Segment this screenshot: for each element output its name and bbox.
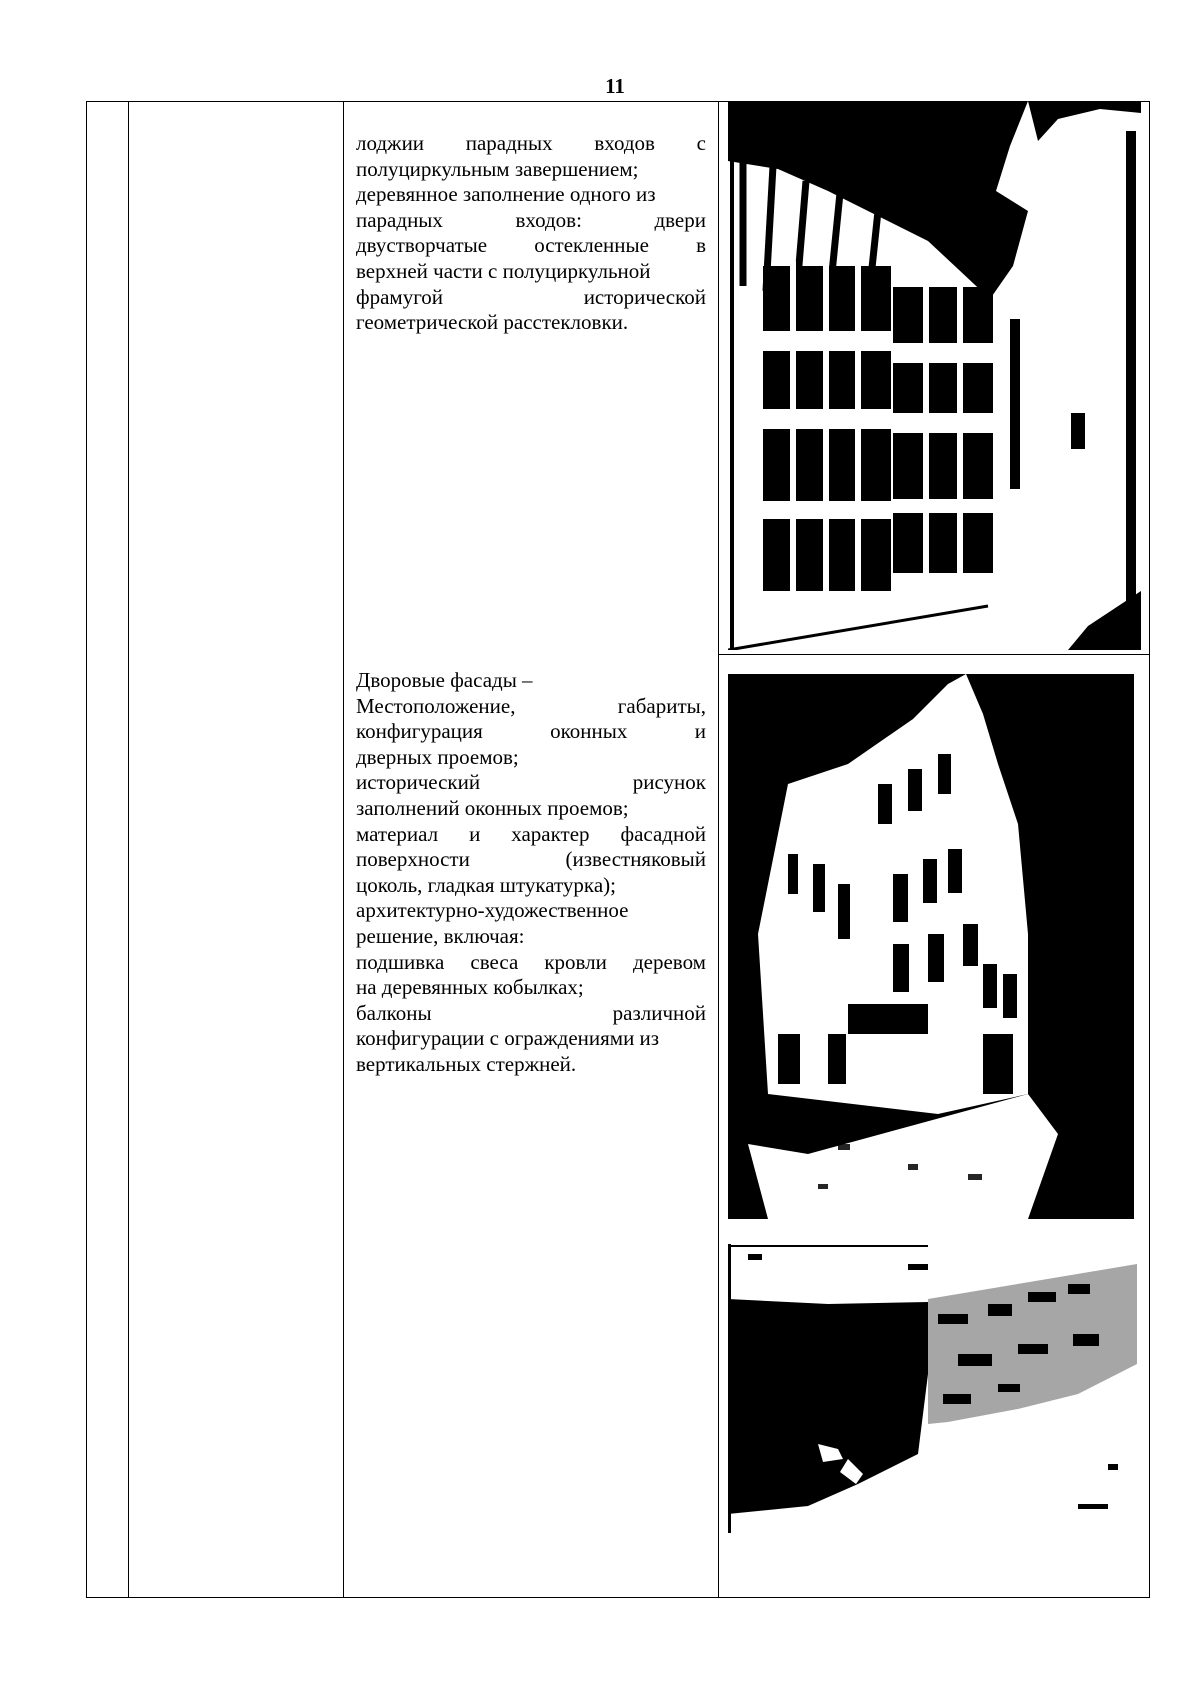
text-word: свеса: [470, 949, 519, 974]
text-word: исторической: [583, 284, 706, 309]
table-column-divider-3: [718, 101, 719, 1598]
text-word: лоджии: [356, 131, 425, 155]
text-word: входов:: [515, 207, 582, 232]
text-word: габариты,: [617, 693, 706, 718]
text-word: деревом: [632, 949, 706, 974]
text-line: [356, 719, 706, 745]
text-line: [356, 208, 706, 234]
text-word: и: [694, 719, 706, 744]
text-line: [356, 131, 706, 157]
text-word: балконы: [356, 1000, 432, 1025]
table-row-divider: [718, 654, 1150, 655]
text-line: деревянное заполнение одного из: [356, 182, 656, 207]
text-line: Дворовые фасады –: [356, 668, 533, 692]
text-line: архитектурно-художественное: [356, 898, 629, 923]
text-word: фрамугой: [356, 284, 444, 309]
text-word: двери: [654, 207, 706, 232]
text-line: геометрической расстекловки.: [356, 310, 629, 335]
text-line: [356, 1001, 706, 1027]
text-line: [356, 822, 706, 848]
text-word: Местоположение,: [356, 693, 516, 718]
text-line: решение, включая:: [356, 923, 525, 948]
text-word: в: [696, 233, 706, 258]
text-line: заполнений оконных проемов;: [356, 795, 629, 820]
text-word: парадных: [465, 131, 553, 155]
text-line: [356, 233, 706, 259]
table-column-divider-2: [343, 101, 344, 1598]
text-line: [356, 770, 706, 796]
text-word: конфигурация: [356, 719, 483, 744]
text-line: дверных проемов;: [356, 744, 519, 769]
photo-courtyard-facades: [728, 674, 1134, 1219]
text-word: исторический: [356, 770, 481, 795]
text-line: конфигурации с ограждениями из: [356, 1026, 660, 1051]
text-line: цоколь, гладкая штукатурка);: [356, 872, 616, 897]
text-word: двустворчатые: [356, 233, 488, 258]
text-line: [356, 847, 706, 873]
text-line: полуциркульным завершением;: [356, 156, 639, 181]
text-word: фасадной: [620, 821, 706, 846]
text-line: [356, 950, 706, 976]
text-line: вертикальных стержней.: [356, 1051, 577, 1076]
text-word: входов: [594, 131, 655, 155]
text-word: остекленные: [534, 233, 649, 258]
text-word: рисунок: [632, 770, 706, 795]
text-word: (известняковый: [565, 847, 706, 872]
text-line: на деревянных кобылках;: [356, 975, 584, 1000]
table-column-divider-1: [128, 101, 129, 1598]
description-cell-row-1: [356, 131, 706, 336]
text-word: и: [469, 821, 481, 846]
photo-limestone-plinth: [728, 1244, 1137, 1533]
text-line: [356, 285, 706, 311]
text-line: верхней части с полуциркульной: [356, 258, 651, 283]
text-word: кровли: [544, 949, 607, 974]
page-number: 11: [605, 74, 625, 98]
text-word: подшивка: [356, 949, 445, 974]
photo-entrance-doors: [728, 101, 1141, 650]
text-word: оконных: [550, 719, 628, 744]
text-line: [356, 694, 706, 720]
text-word: поверхности: [356, 847, 470, 872]
text-word: различной: [612, 1000, 706, 1025]
text-word: материал: [356, 821, 439, 846]
text-word: характер: [511, 821, 590, 846]
description-cell-row-2: [356, 668, 706, 1078]
text-word: парадных: [356, 207, 443, 232]
text-word: с: [696, 131, 706, 155]
